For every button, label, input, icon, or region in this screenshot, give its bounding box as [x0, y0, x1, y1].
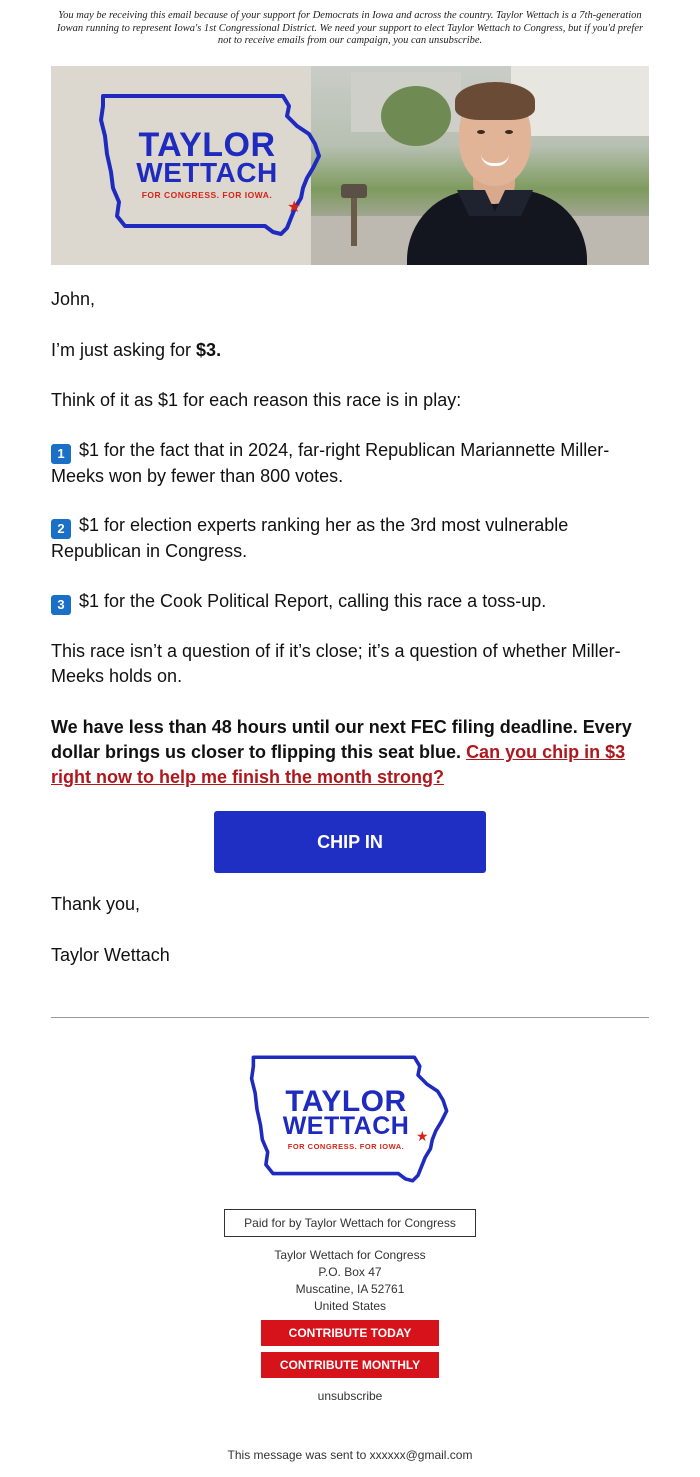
- candidate-eye-left: [477, 130, 485, 134]
- intro-paragraph: Think of it as $1 for each reason this race is in play:: [51, 390, 462, 410]
- urgent-paragraph: [51, 715, 651, 790]
- preheader-text: You may be receiving this email because of your support for Democrats in Iowa and across the country. Taylor Wettach is a 7th-generation Iowan running to represent Iowa's 1st Congressional District. We need your support to elect Taylor Wettach to Congress, but if you'd prefer not to receive emails from our campaign, you can unsubscribe.: [56, 10, 644, 46]
- paid-for-disclaimer: Paid for by Taylor Wettach for Congress: [224, 1209, 476, 1237]
- keycap-1-icon: 1: [51, 444, 71, 464]
- address-line-2: P.O. Box 47: [318, 1265, 382, 1279]
- footer-logo-line-1: TAYLOR: [285, 1085, 407, 1118]
- hero-mailbox: [341, 184, 367, 198]
- address-line-1: Taylor Wettach for Congress: [274, 1248, 426, 1262]
- footer-campaign-logo: [248, 1051, 452, 1187]
- donate-link[interactable]: Can you chip in $3 right now to help me finish the month strong?: [51, 742, 626, 787]
- sent-prefix: This message was sent to: [227, 1448, 370, 1462]
- recipient-email: xxxxxx@gmail.com: [369, 1448, 473, 1462]
- sent-to-notice: [150, 1448, 550, 1462]
- footer-logo-line-2: WETTACH: [282, 1112, 410, 1140]
- address-line-4: United States: [313, 1299, 387, 1313]
- ask-paragraph: [51, 338, 651, 363]
- star-icon: ★: [287, 199, 302, 216]
- reason-1-text: $1 for the fact that in 2024, far-right Republican Mariannette Miller-Meeks won by fewer than 800 votes.: [51, 440, 610, 486]
- contribute-monthly-button[interactable]: CONTRIBUTE MONTHLY: [261, 1352, 439, 1378]
- footer-divider: [51, 1017, 649, 1018]
- signature: Taylor Wettach: [51, 945, 170, 965]
- unsubscribe-link[interactable]: unsubscribe: [317, 1389, 383, 1403]
- reason-3: [51, 589, 651, 615]
- logo-tagline: FOR CONGRESS. FOR IOWA.: [141, 190, 273, 200]
- footer-logo-tagline: FOR CONGRESS. FOR IOWA.: [287, 1142, 405, 1151]
- urgent-bold-text: We have less than 48 hours until our next FEC filing deadline. Every dollar brings us closer to flipping this seat blue.: [51, 717, 632, 762]
- candidate-portrait: [401, 78, 591, 265]
- chip-in-button[interactable]: CHIP IN: [214, 811, 486, 873]
- ask-amount: $3.: [196, 340, 222, 360]
- hero-banner-image: [51, 66, 649, 265]
- ask-prefix: I’m just asking for: [51, 340, 197, 360]
- closing-paragraph: This race isn’t a question of if it’s close; it’s a question of whether Miller-Meeks holds on.: [51, 641, 621, 686]
- keycap-3-icon: 3: [51, 595, 71, 615]
- greeting: John,: [51, 289, 96, 309]
- footer-star-icon: ★: [416, 1128, 429, 1144]
- campaign-logo: [97, 92, 325, 238]
- reason-1: [51, 438, 651, 489]
- keycap-2-icon: 2: [51, 519, 71, 539]
- address-line-3: Muscatine, IA 52761: [295, 1282, 405, 1296]
- logo-line-1: TAYLOR: [138, 126, 276, 164]
- logo-line-2: WETTACH: [136, 157, 278, 188]
- reason-2-text: $1 for election experts ranking her as the 3rd most vulnerable Republican in Congress.: [51, 515, 569, 561]
- candidate-eye-right: [505, 130, 513, 134]
- reason-3-text: $1 for the Cook Political Report, calling this race a toss-up.: [79, 591, 547, 611]
- thanks-text: Thank you,: [51, 894, 141, 914]
- contribute-today-button[interactable]: CONTRIBUTE TODAY: [261, 1320, 439, 1346]
- candidate-hair: [455, 82, 535, 120]
- reason-2: [51, 513, 651, 564]
